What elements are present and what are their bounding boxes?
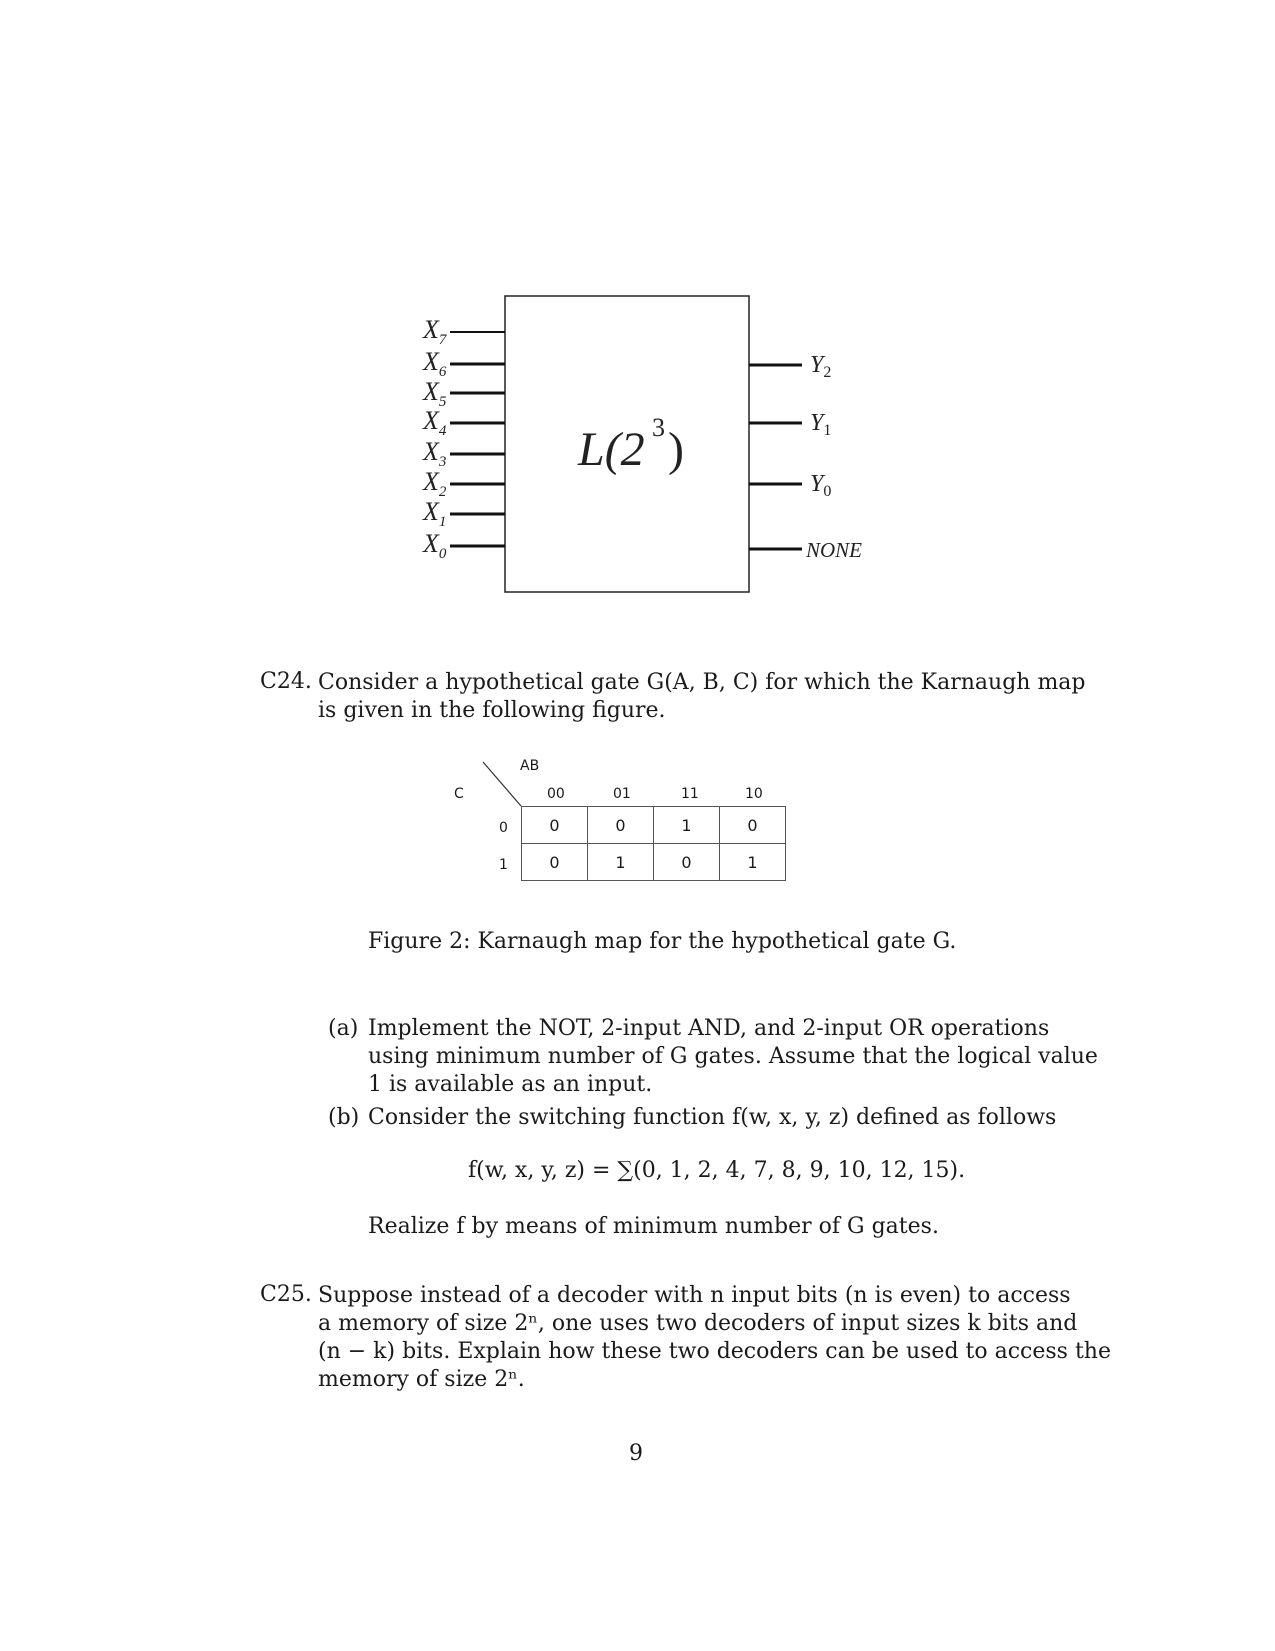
decoder-block-label-exp: 3 [652,413,665,442]
output-label-y1: $Y_1$ [810,410,832,439]
page-number: 9 [629,1441,643,1466]
kmap-row-header: 1 [499,857,508,873]
kmap-table [521,806,786,881]
c25-text-line3: (n − k) bits. Explain how these two decoders can be used to access the [318,1339,1111,1364]
kmap-row [522,807,786,844]
kmap-cell: 1 [720,844,786,881]
decoder-block-label-close: ) [668,423,684,476]
part-a-line2: using minimum number of G gates. Assume that the logical value [368,1044,1098,1069]
input-label-x2: $X_2$ [423,467,447,500]
kmap-cell: 0 [720,807,786,844]
kmap-cell: 0 [654,844,720,881]
c24-text-line1: Consider a hypothetical gate G(A, B, C) for which the Karnaugh map [318,670,1086,695]
c25-text-line2: a memory of size 2ⁿ, one uses two decoders of input sizes k bits and [318,1311,1078,1336]
part-b-label: (b) [328,1105,360,1130]
input-label-x3: $X_3$ [423,437,447,470]
kmap-cell: 1 [588,844,654,881]
kmap-cell: 0 [522,844,588,881]
output-lines [749,365,802,549]
decoder-block-label: L(2 [578,423,645,476]
input-label-x4: $X_4$ [423,406,447,439]
kmap-row [522,844,786,881]
question-number-c25: C25. [260,1282,312,1307]
part-a-line3: 1 is available as an input. [368,1072,653,1097]
c25-text-line1: Suppose instead of a decoder with n input bits (n is even) to access [318,1283,1071,1308]
input-label-x5: $X_5$ [423,377,447,410]
kmap-ab-label: AB [520,758,540,774]
c25-text-line4: memory of size 2ⁿ. [318,1367,525,1392]
part-b-equation: f(w, x, y, z) = ∑(0, 1, 2, 4, 7, 8, 9, 10, 12, 15). [468,1158,966,1183]
figure-caption: Figure 2: Karnaugh map for the hypothetical gate G. [368,929,957,954]
kmap-col-header: 11 [681,786,699,802]
part-a-label: (a) [328,1016,359,1041]
kmap-col-header: 10 [745,786,763,802]
input-lines [450,332,505,546]
kmap-cell: 1 [654,807,720,844]
kmap-diagonal [480,760,525,810]
input-label-x7: $X_7$ [423,315,447,348]
input-label-x6: $X_6$ [423,347,447,380]
part-b-line1: Consider the switching function f(w, x, y, z) defined as follows [368,1105,1057,1130]
question-number-c24: C24. [260,669,312,694]
input-label-x1: $X_1$ [423,497,447,530]
output-label-y2: $Y_2$ [810,352,832,381]
output-label-none: NONE [806,538,863,562]
input-label-x0: $X_0$ [423,529,447,562]
output-label-y0: $Y_0$ [810,471,832,500]
kmap-cell: 0 [522,807,588,844]
kmap-row-header: 0 [499,820,508,836]
part-b-line2: Realize f by means of minimum number of G gates. [368,1214,939,1239]
kmap-c-label: C [454,786,464,802]
decoder-figure [0,0,1275,620]
part-a-line1: Implement the NOT, 2-input AND, and 2-input OR operations [368,1016,1050,1041]
kmap-col-header: 00 [547,786,565,802]
kmap-col-header: 01 [613,786,631,802]
c24-text-line2: is given in the following figure. [318,698,666,723]
kmap-cell: 0 [588,807,654,844]
